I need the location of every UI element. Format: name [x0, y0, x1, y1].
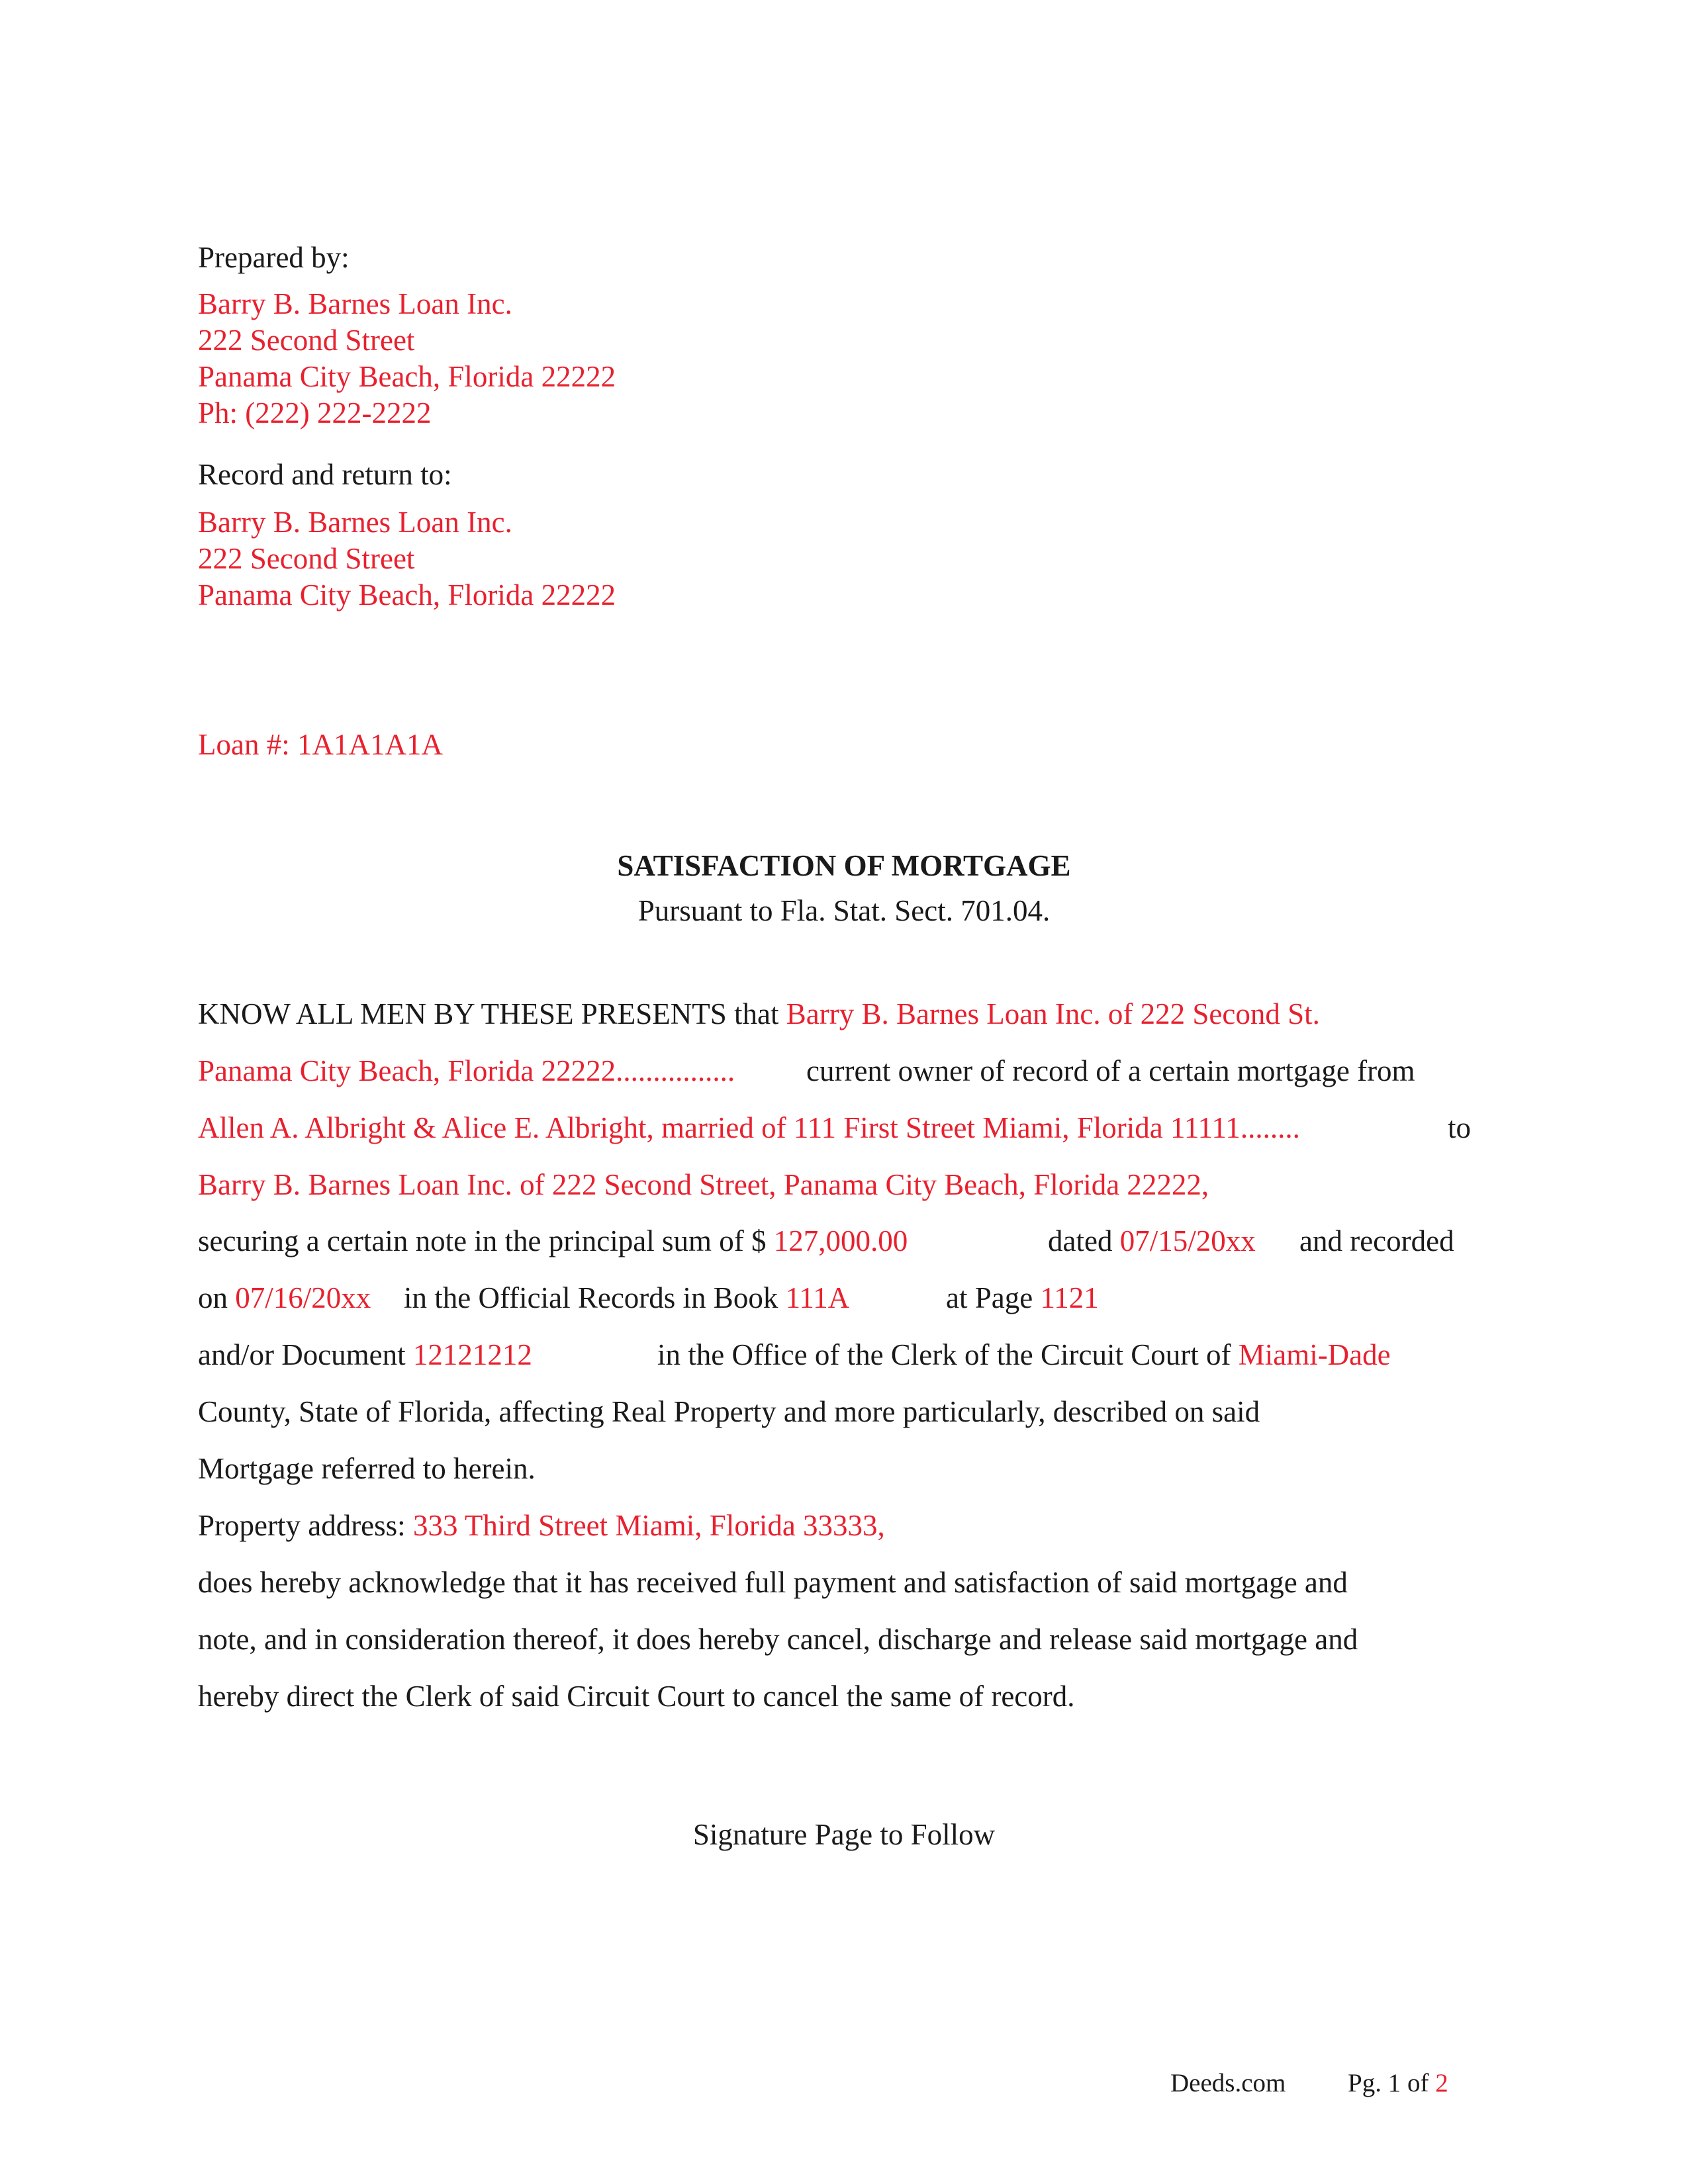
body-line-8: County, State of Florida, affecting Real Property and more particularly, described on said — [198, 1395, 1260, 1428]
body-line-11: does hereby acknowledge that it has received full payment and satisfaction of said mortgage and — [198, 1566, 1348, 1599]
mortgage-date: 07/15/20xx — [1119, 1224, 1256, 1257]
body-line-10 — [198, 1508, 885, 1544]
body-line-12: note, and in consideration thereof, it does hereby cancel, discharge and release said mortgage and — [198, 1623, 1358, 1656]
return-to-name: Barry B. Barnes Loan Inc. — [198, 506, 512, 539]
return-to-label: Record and return to: — [198, 458, 452, 491]
document-number: 12121212 — [412, 1338, 532, 1371]
prepared-by-city: Panama City Beach, Florida 22222 — [198, 360, 616, 393]
body-text: securing a certain note in the principal sum of $ — [198, 1224, 774, 1257]
signature-note: Signature Page to Follow — [692, 1818, 996, 1851]
body-text: to — [1448, 1111, 1472, 1144]
body-text: current owner of record of a certain mortgage from — [806, 1054, 1415, 1087]
body-text: and recorded — [1299, 1224, 1454, 1257]
body-text: dated 07/15/20xx — [1048, 1224, 1256, 1257]
body-line-5 — [198, 1223, 1495, 1259]
body-line-3 — [198, 1110, 1472, 1146]
body-text: at Page 1121 — [946, 1281, 1099, 1314]
prepared-by-name: Barry B. Barnes Loan Inc. — [198, 287, 512, 320]
body-line-1 — [198, 996, 1320, 1032]
mortgagee-name-address: Barry B. Barnes Loan Inc. of 222 Second Street, Panama City Beach, Florida 22222, — [198, 1168, 1209, 1201]
body-line-6 — [198, 1280, 1495, 1316]
property-address: 333 Third Street Miami, Florida 33333, — [412, 1509, 885, 1542]
loan-number: Loan #: 1A1A1A1A — [198, 728, 443, 761]
prepared-by-label: Prepared by: — [198, 241, 350, 274]
borrower-name-address: Allen A. Albright & Alice E. Albright, married of 111 First Street Miami, Florida 11111........ — [198, 1111, 1300, 1144]
body-text: Property address: — [198, 1509, 413, 1542]
footer-site: Deeds.com — [1170, 2069, 1286, 2097]
body-line-13: hereby direct the Clerk of said Circuit Court to cancel the same of record. — [198, 1680, 1075, 1713]
return-to-street: 222 Second Street — [198, 542, 415, 575]
body-line-4 — [198, 1167, 1209, 1203]
footer-page: Pg. 1 of 2 — [1348, 2069, 1448, 2097]
footer-page-total: 2 — [1435, 2069, 1448, 2097]
body-text: and/or Document — [198, 1338, 413, 1371]
lender-name-address: Barry B. Barnes Loan Inc. of 222 Second St. — [786, 997, 1320, 1030]
county-name: Miami-Dade — [1238, 1338, 1391, 1371]
principal-sum: 127,000.00 — [773, 1224, 908, 1257]
body-text: KNOW ALL MEN BY THESE PRESENTS that — [198, 997, 786, 1030]
body-text: on — [198, 1281, 236, 1314]
recording-date: 07/16/20xx — [235, 1281, 371, 1314]
prepared-by-phone: Ph: (222) 222-2222 — [198, 396, 432, 430]
document-subtitle: Pursuant to Fla. Stat. Sect. 701.04. — [637, 894, 1051, 927]
body-line-7 — [198, 1337, 1495, 1373]
book-number: 111A — [785, 1281, 850, 1314]
document-title: SATISFACTION OF MORTGAGE — [617, 849, 1071, 882]
page-number: 1121 — [1040, 1281, 1099, 1314]
body-text: in the Official Records in Book 111A — [404, 1281, 850, 1314]
body-text: in the Office of the Clerk of the Circuit Court of Miami-Dade — [657, 1338, 1391, 1371]
lender-city: Panama City Beach, Florida 22222................ — [198, 1054, 735, 1087]
prepared-by-street: 222 Second Street — [198, 324, 415, 357]
return-to-city: Panama City Beach, Florida 22222 — [198, 578, 616, 612]
body-line-2 — [198, 1053, 1415, 1089]
body-line-9: Mortgage referred to herein. — [198, 1452, 536, 1485]
